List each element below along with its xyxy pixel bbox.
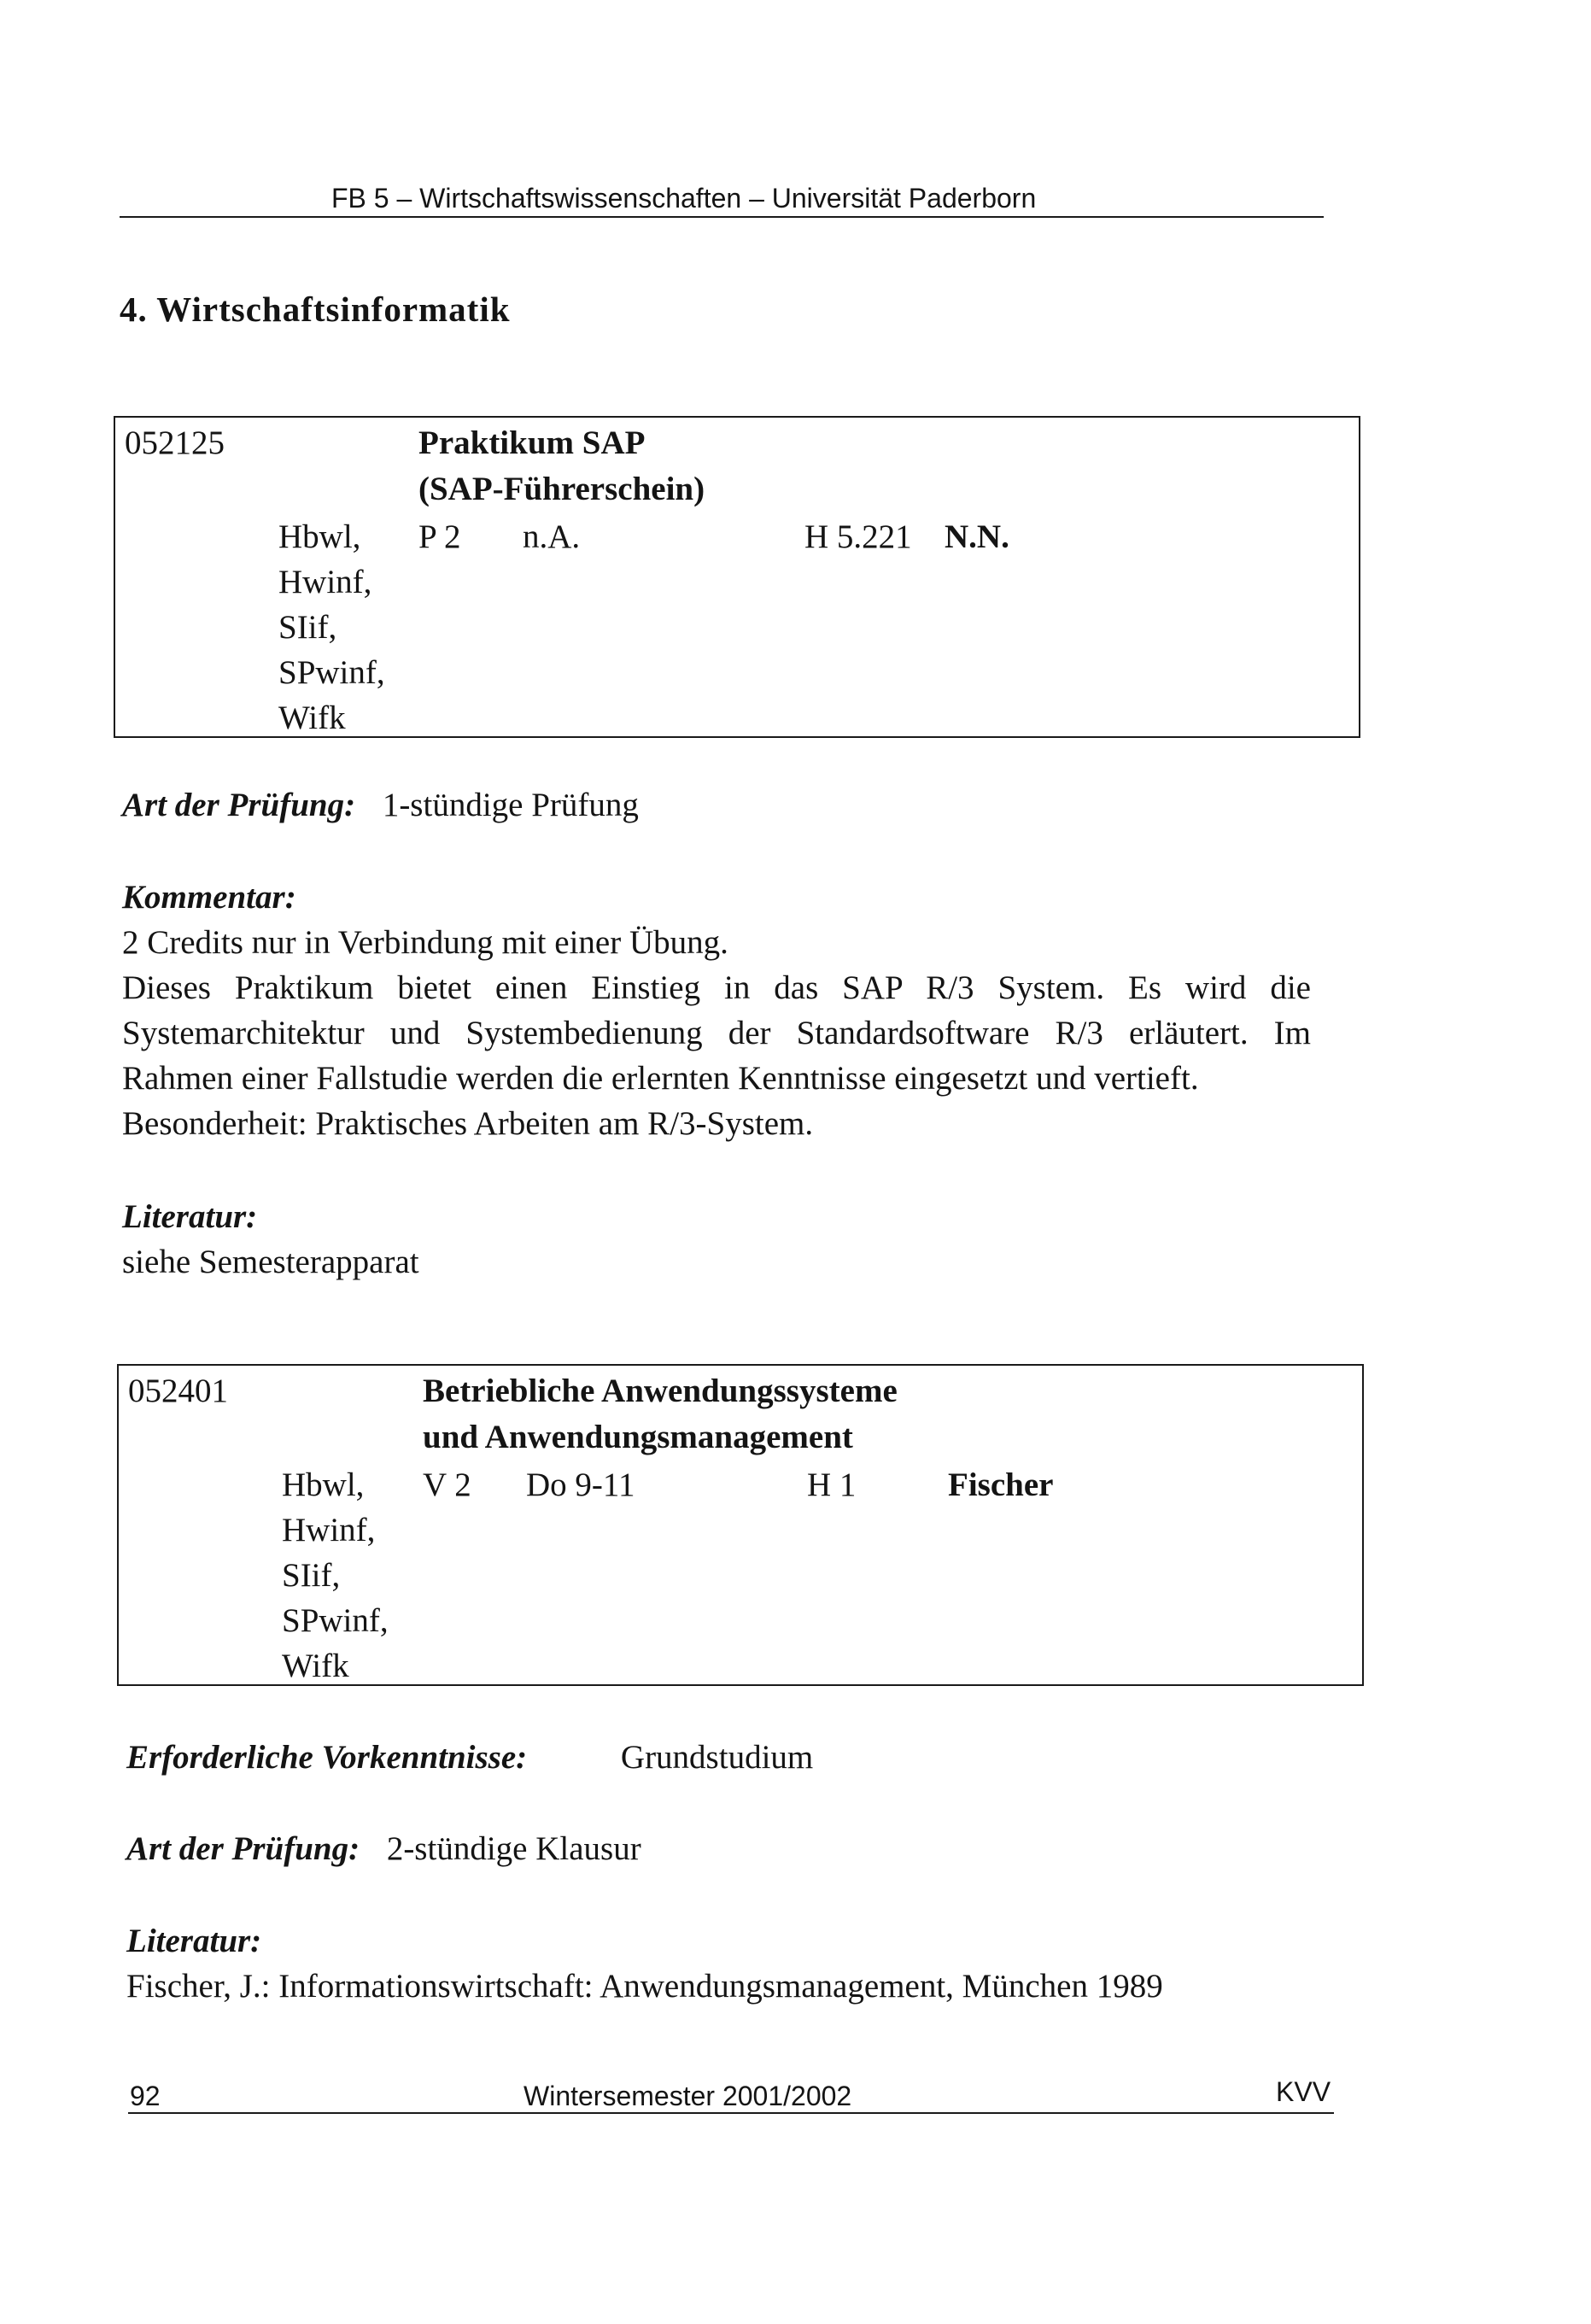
comment-line: 2 Credits nur in Verbindung mit einer Übung. (122, 924, 728, 961)
prereq-label: Erforderliche Vorkenntnisse: (126, 1739, 528, 1776)
exam-label: Art der Prüfung: (122, 787, 356, 823)
course-number: 052401 (128, 1373, 228, 1409)
program-item: Hbwl, (278, 518, 361, 555)
course-type: P 2 (418, 518, 461, 555)
program-list (282, 1462, 389, 1689)
exam-line (126, 1829, 641, 1868)
program-item: Hwinf, (282, 1512, 376, 1548)
footer-code: KVV (1276, 2076, 1331, 2107)
course-type: V 2 (423, 1466, 471, 1503)
comment-line: Systemarchitektur und Systembedienung der Standardsoftware R/3 erläutert. Im (122, 1015, 1311, 1051)
section-title: 4. Wirtschaftsinformatik (120, 290, 511, 329)
course-time: n.A. (523, 518, 581, 555)
course-lecturer: Fischer (948, 1466, 1054, 1503)
course-room: H 5.221 (804, 518, 912, 555)
literature-value: Fischer, J.: Informationswirtschaft: Anwendungsmanagement, München 1989 (126, 1968, 1163, 2005)
prereq-value: Grundstudium (620, 1739, 814, 1776)
program-list (278, 514, 385, 741)
comment-line: Rahmen einer Fallstudie werden die erlernten Kenntnisse eingesetzt und vertieft. (122, 1060, 1199, 1097)
literature-value: siehe Semesterapparat (122, 1244, 419, 1280)
comment-label: Kommentar: (122, 879, 296, 916)
page-header: FB 5 – Wirtschaftswissenschaften – Universität Paderborn (331, 183, 1037, 214)
program-item: SPwinf, (278, 654, 385, 691)
footer-rule (128, 2112, 1334, 2114)
course-title: Praktikum SAP (418, 424, 646, 461)
footer-semester: Wintersemester 2001/2002 (524, 2081, 852, 2111)
program-item: Wifk (278, 700, 346, 736)
exam-value: 2-stündige Klausur (386, 1830, 641, 1867)
course-room: H 1 (807, 1466, 857, 1503)
header-rule (120, 216, 1324, 218)
program-item: SIif, (278, 609, 337, 646)
course-subtitle: und Anwendungsmanagement (423, 1419, 853, 1455)
course-subtitle: (SAP-Führerschein) (418, 471, 705, 507)
exam-label: Art der Prüfung: (126, 1830, 360, 1867)
program-item: Hbwl, (282, 1466, 365, 1503)
page-number: 92 (130, 2081, 161, 2111)
program-item: SIif, (282, 1557, 341, 1594)
program-item: SPwinf, (282, 1602, 389, 1639)
program-item: Wifk (282, 1648, 349, 1684)
exam-value: 1-stündige Prüfung (382, 787, 639, 823)
program-item: Hwinf, (278, 564, 372, 600)
literature-label: Literatur: (122, 1198, 258, 1235)
comment-line: Dieses Praktikum bietet einen Einstieg in das SAP R/3 System. Es wird die (122, 969, 1311, 1006)
course-number: 052125 (125, 424, 225, 461)
course-title: Betriebliche Anwendungssysteme (423, 1373, 898, 1409)
exam-line (122, 786, 639, 824)
course-lecturer: N.N. (945, 518, 1009, 555)
course-time: Do 9-11 (526, 1466, 635, 1503)
comment-line: Besonderheit: Praktisches Arbeiten am R/3-System. (122, 1105, 814, 1142)
literature-label: Literatur: (126, 1923, 262, 1959)
prereq-line (126, 1738, 813, 1777)
